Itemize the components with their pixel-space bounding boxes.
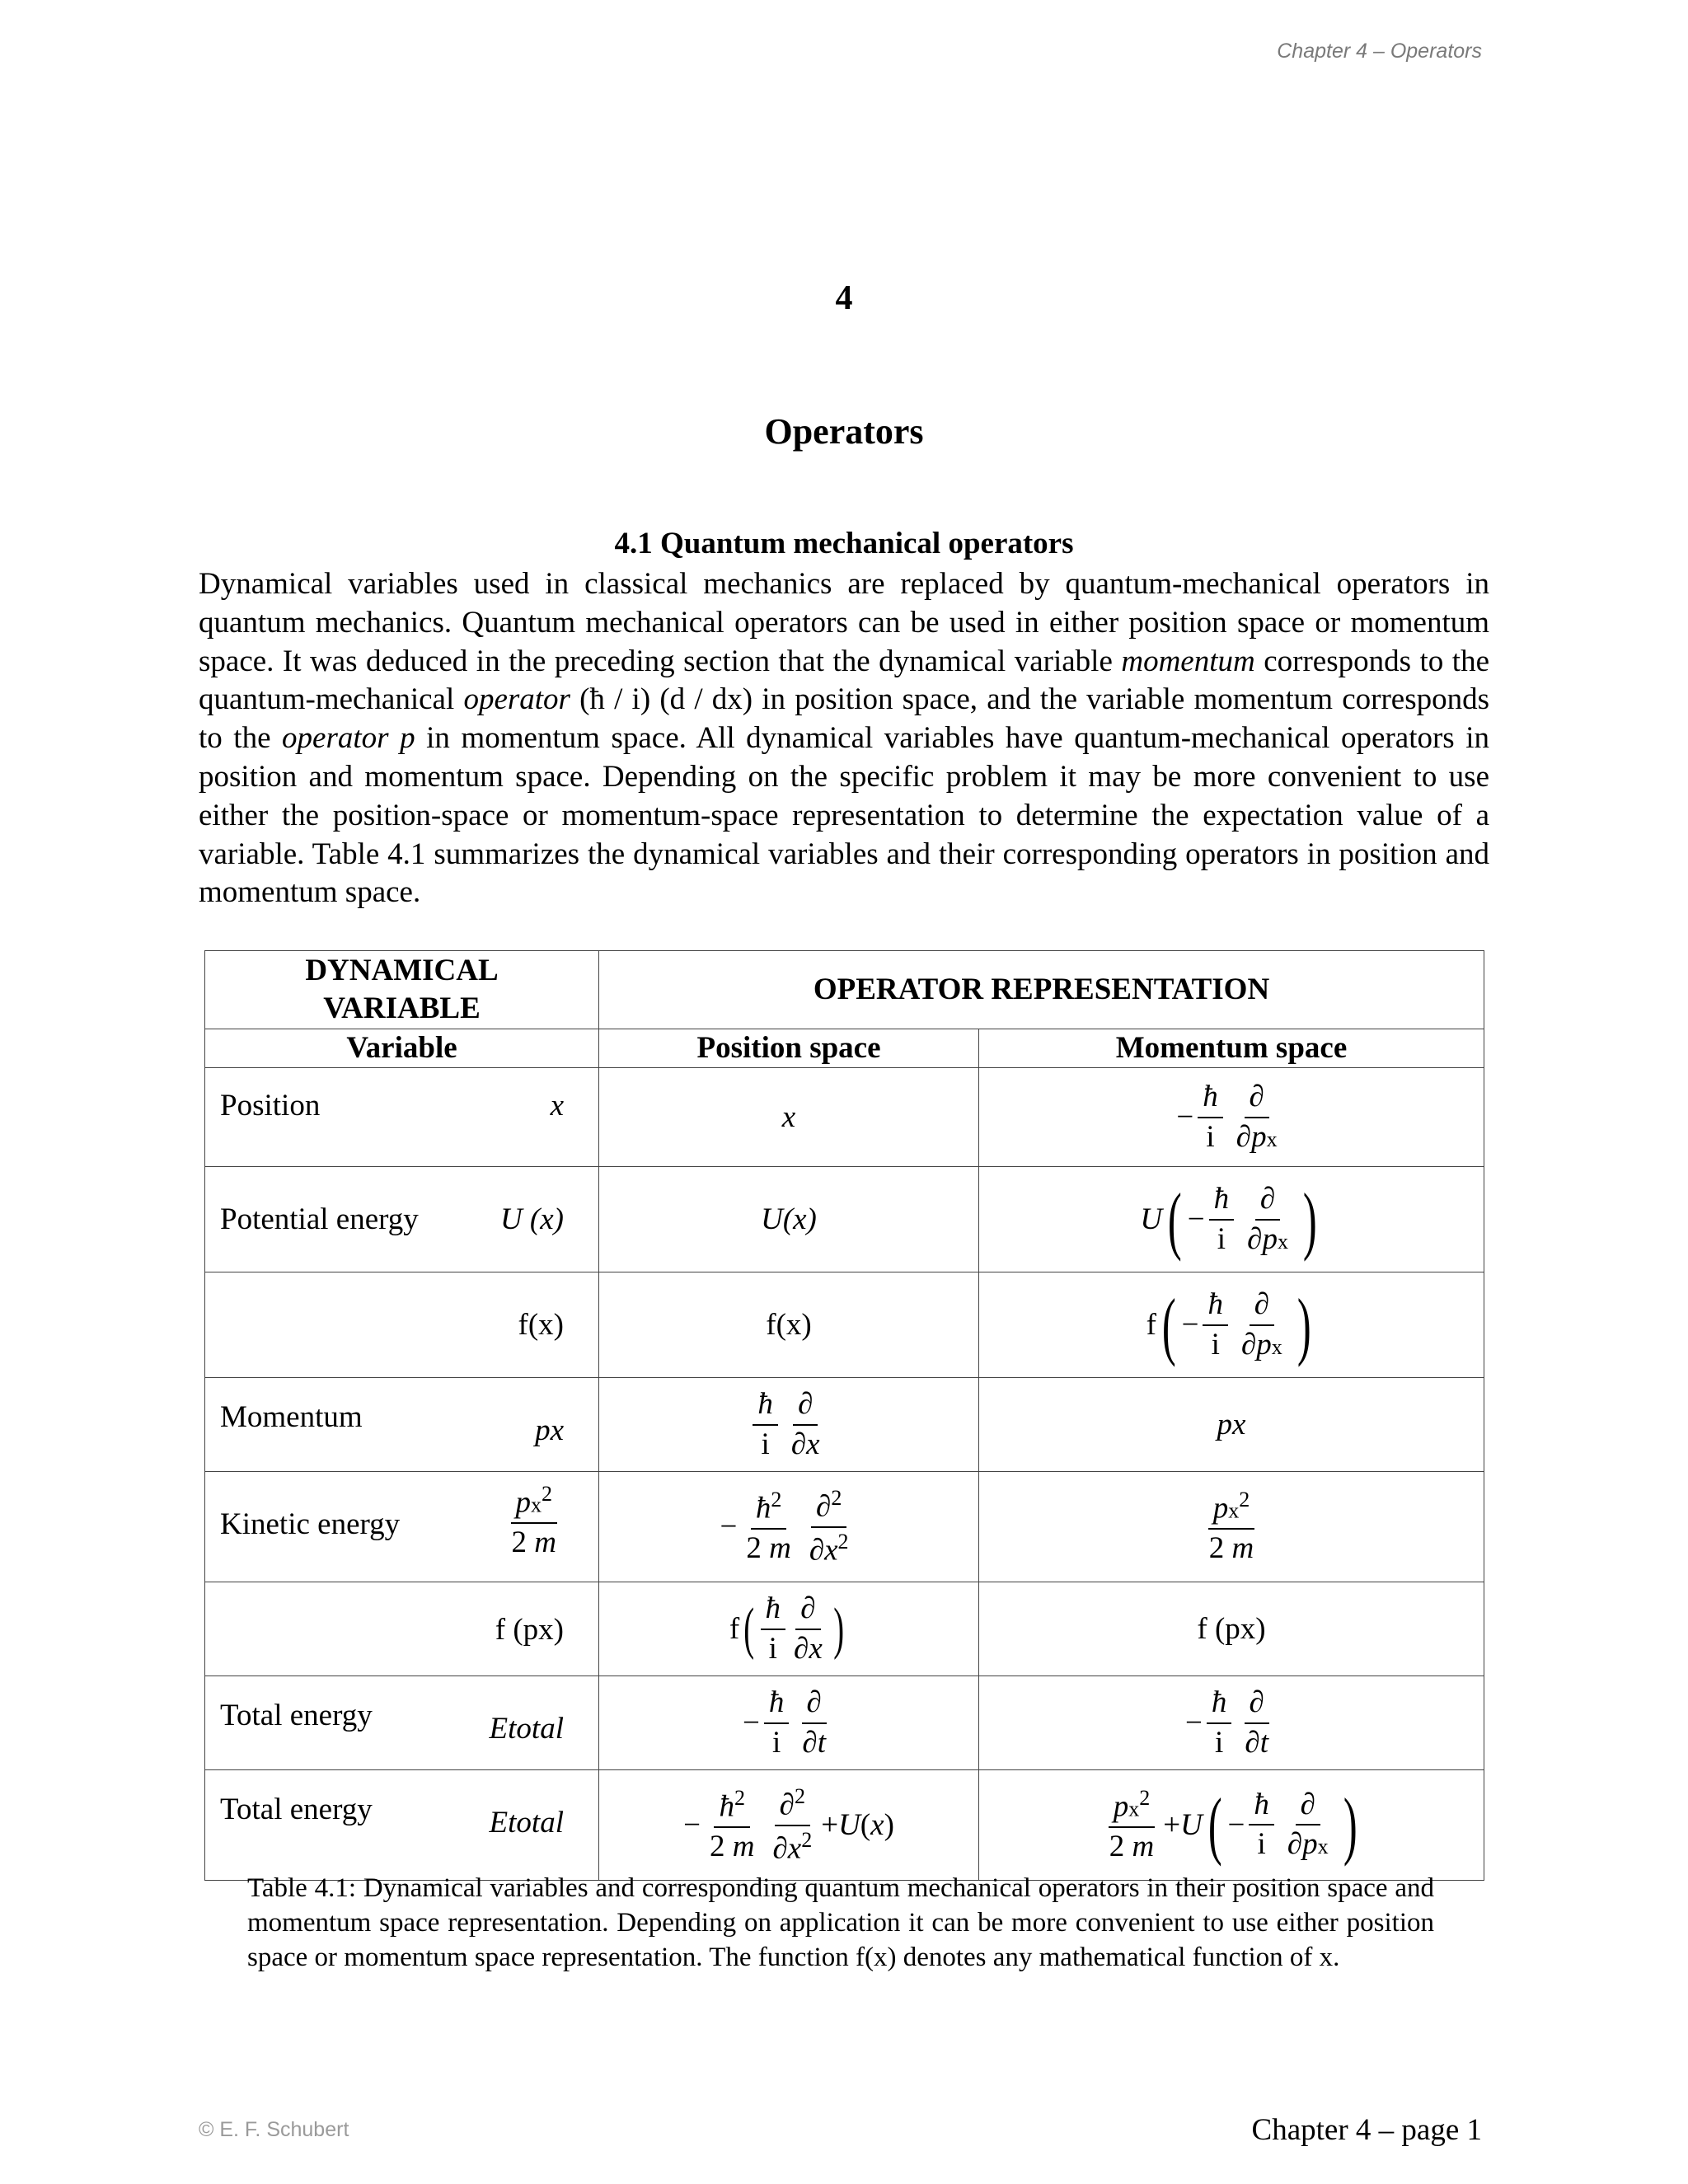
- position-operator: − $\frac{ħ^2}{2 m}$ $\frac{\partial^2}{\partial x^2}$: [599, 1472, 979, 1582]
- momentum-operator: $\frac{px^2}{2 m}$ + U ( − $\frac{ħ}{i}$ $\frac{\partial}{\partial px}$ ): [979, 1770, 1484, 1881]
- variable-symbol: px: [535, 1413, 564, 1447]
- variable-symbol: f (px): [495, 1613, 564, 1647]
- operator-table: [204, 950, 1484, 1881]
- variable-symbol: f(x): [518, 1308, 564, 1342]
- page-number-footer: Chapter 4 – page 1: [1251, 2113, 1482, 2147]
- table-row: [205, 1676, 1484, 1770]
- table-row: [205, 1378, 1484, 1472]
- table-row: [205, 1582, 1484, 1676]
- col-position-space: Position space: [599, 1029, 979, 1068]
- col-momentum-space: Momentum space: [979, 1029, 1484, 1068]
- table-header-row: [205, 951, 1484, 1029]
- header-dynamical-variable: DYNAMICAL VARIABLE: [205, 951, 599, 1029]
- momentum-operator: px: [979, 1378, 1484, 1472]
- col-variable: Variable: [205, 1029, 599, 1068]
- momentum-operator: f ( − $\frac{ħ}{i}$ $\frac{\partial}{\partial px}$ ): [979, 1272, 1484, 1378]
- position-operator: U(x): [599, 1167, 979, 1272]
- position-operator: − $\frac{ħ^2}{2 m}$ $\frac{\partial^2}{\partial x^2}$ + U ( x ): [599, 1770, 979, 1881]
- copyright-footer: © E. F. Schubert: [199, 2118, 349, 2141]
- position-operator: x: [599, 1068, 979, 1167]
- variable-symbol: U (x): [499, 1202, 564, 1236]
- table-caption: Table 4.1: Dynamical variables and corresponding quantum mechanical operators in their position space and momentum space representation. Depending on application it can be more convenient to use either position space or momentum space representation. The function f(x) denotes any mathematical function of x.: [247, 1873, 1434, 1972]
- position-operator: $\frac{ħ}{i}$ $\frac{\partial}{\partial x}$: [599, 1378, 979, 1472]
- table-row: [205, 1272, 1484, 1378]
- table-row: [205, 1068, 1484, 1167]
- variable-name: Total energy: [220, 1793, 373, 1826]
- variable-name: Momentum: [220, 1400, 363, 1434]
- variable-symbol: Etotal: [489, 1806, 564, 1840]
- momentum-operator: − $\frac{ħ}{i}$ $\frac{\partial}{\partial t}$: [979, 1676, 1484, 1770]
- variable-symbol: $\frac{px^2}{2 m}$: [511, 1482, 556, 1559]
- variable-symbol: Etotal: [489, 1712, 564, 1746]
- variable-name: Total energy: [220, 1699, 373, 1732]
- section-title: 4.1 Quantum mechanical operators: [614, 527, 1074, 560]
- position-operator: f(x): [599, 1272, 979, 1378]
- table-row: [205, 1167, 1484, 1272]
- position-operator: f ( $\frac{ħ}{i}$ $\frac{\partial}{\partial x}$ ): [599, 1582, 979, 1676]
- running-head: Chapter 4 – Operators: [1277, 40, 1482, 63]
- variable-name: Potential energy: [220, 1202, 419, 1236]
- momentum-operator: − $\frac{ħ}{i}$ $\frac{\partial}{\partial px}$: [979, 1068, 1484, 1167]
- table-row: [205, 1472, 1484, 1582]
- chapter-title: Operators: [764, 411, 924, 452]
- momentum-operator: U ( − $\frac{ħ}{i}$ $\frac{\partial}{\partial px}$ ): [979, 1167, 1484, 1272]
- momentum-operator: f (px): [979, 1582, 1484, 1676]
- intro-paragraph: Dynamical variables used in classical mechanics are replaced by quantum-mechanical operators in quantum mechanics. Quantum mechanical operators can be used in either position space or momentum space. It was deduced in the preceding section that the dynamical variable momentum corresponds to the quantum-mechanical operator (ħ / i) (d / dx) in position space, and the variable momentum corresponds to the operator p in momentum space. All dynamical variables have quantum-mechanical operators in position and momentum space. Depending on the specific problem it may be more convenient to use either the position-space or momentum-space representation to determine the expectation value of a variable. Table 4.1 summarizes the dynamical variables and their corresponding operators in position and momentum space.: [199, 567, 1490, 910]
- momentum-operator: $\frac{px^2}{2 m}$: [979, 1472, 1484, 1582]
- variable-name: Kinetic energy: [220, 1507, 401, 1541]
- table-row: [205, 1770, 1484, 1881]
- variable-symbol: x: [550, 1089, 564, 1122]
- chapter-number: 4: [835, 279, 853, 317]
- header-operator-representation: OPERATOR REPRESENTATION: [599, 951, 1484, 1029]
- table-subheader-row: [205, 1029, 1484, 1068]
- variable-name: Position: [220, 1089, 321, 1122]
- position-operator: − $\frac{ħ}{i}$ $\frac{\partial}{\partial t}$: [599, 1676, 979, 1770]
